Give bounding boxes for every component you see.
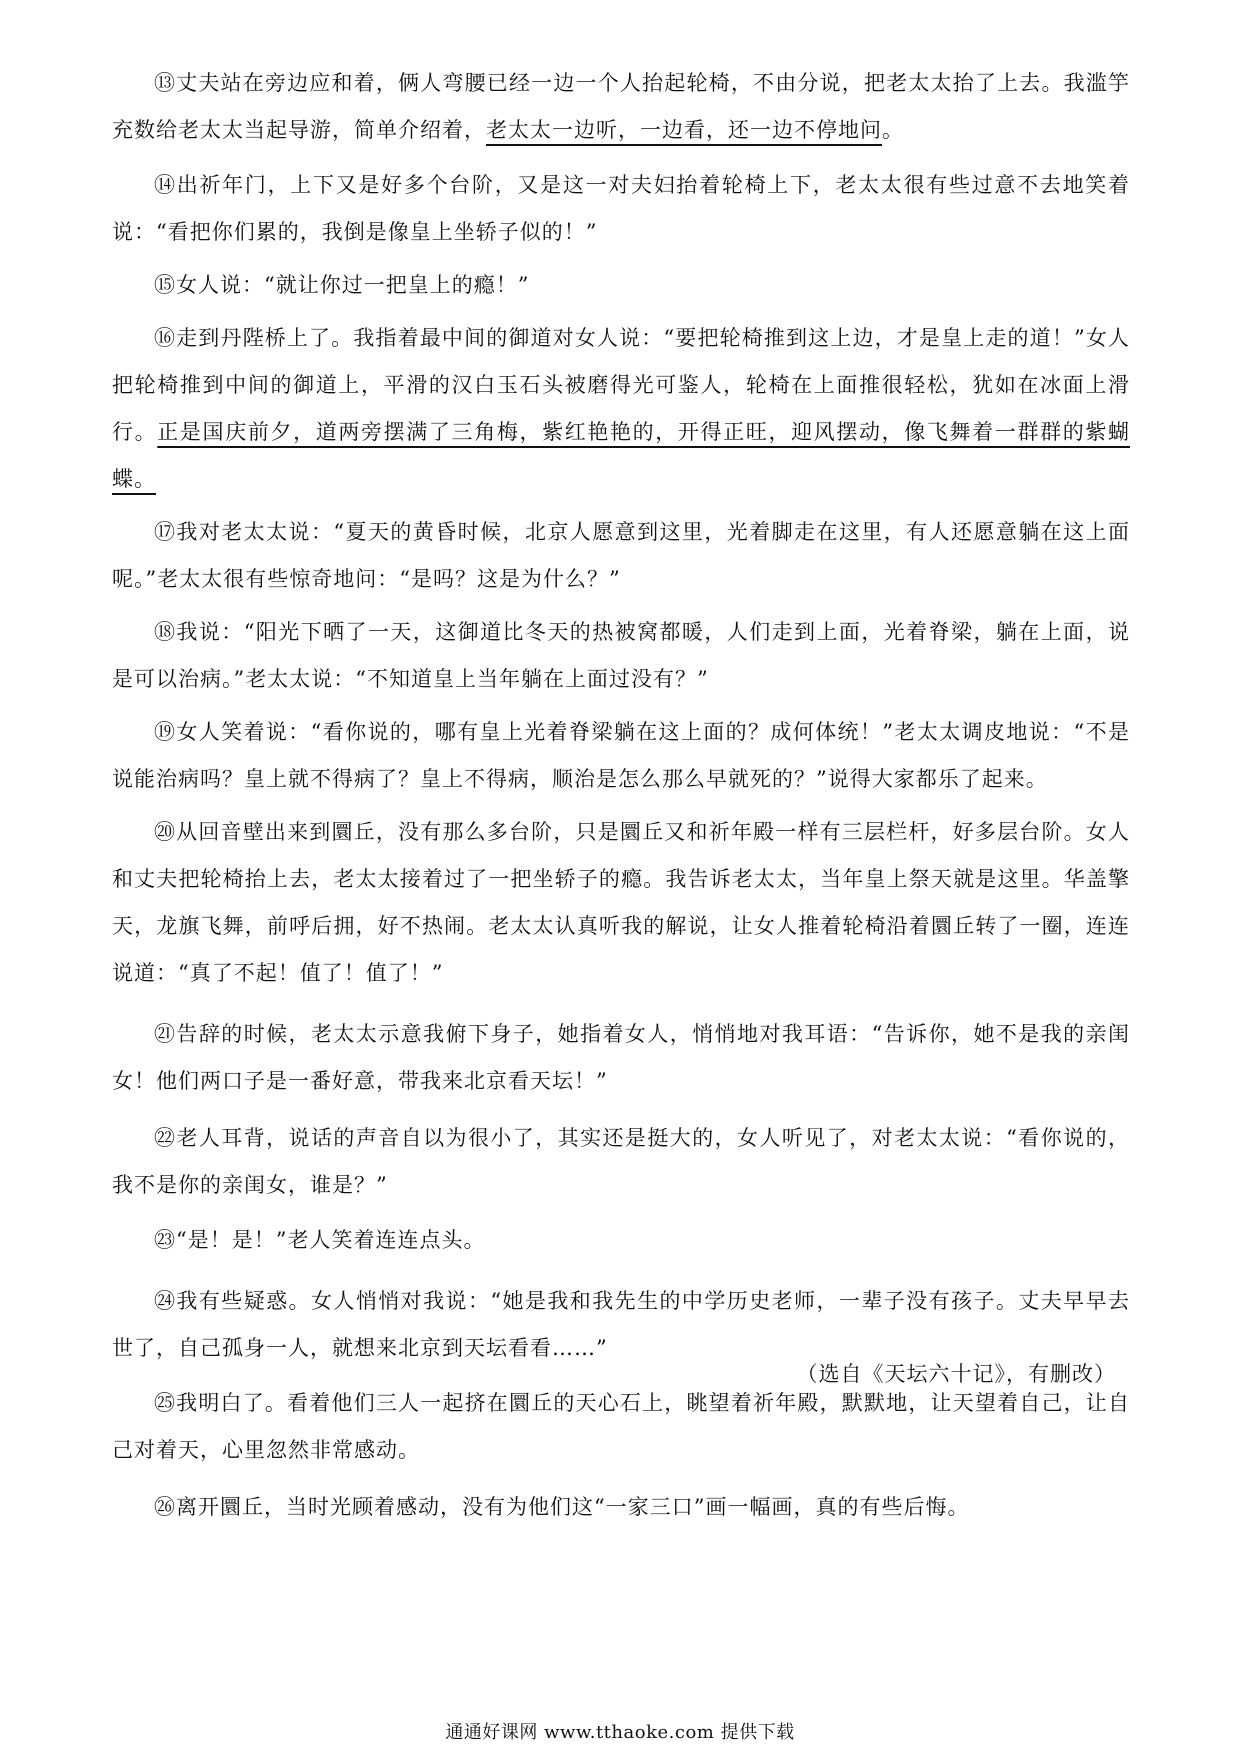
paragraph-text: ⑰我对老太太说：“夏天的黄昏时候，北京人愿意到这里，光着脚走在这里，有人还愿意躺在这上面呢。”老太太很有些惊奇地问：“是吗？这是为什么？” [112,520,1130,591]
paragraph-text: ㉓“是！是！”老人笑着连连点头。 [154,1228,486,1252]
paragraph-p26 [112,1484,1130,1531]
paragraph-text: ⑮女人说：“就让你过一把皇上的瘾！” [154,273,530,297]
paragraph-text: ㉔我有些疑惑。女人悄悄对我说：“她是我和我先生的中学历史老师，一辈子没有孩子。丈夫早早去世了，自己孤身一人，就想来北京到天坛看看……” [112,1289,1130,1360]
paragraph-text: ㉒老人耳背，说话的声音自以为很小了，其实还是挺大的，女人听见了，对老太太说：“看你说的，我不是你的亲闺女，谁是？” [112,1126,1130,1197]
paragraph-p16 [112,315,1130,503]
paragraph-text: ⑬丈夫站在旁边应和着，俩人弯腰已经一边一个人抬起轮椅，不由分说，把老太太抬了上去。我滥竽充数给老太太当起导游，简单介绍着， [112,71,1130,142]
paragraph-p19 [112,709,1130,803]
paragraph-p15 [112,262,1130,309]
paragraph-text: ⑱我说：“阳光下晒了一天，这御道比冬天的热被窝都暖，人们走到上面，光着脊梁，躺在上面，说是可以治病。”老太太说：“不知道皇上当年躺在上面过没有？” [112,620,1130,691]
paragraph-text: ⑯走到丹陛桥上了。我指着最中间的御道对女人说：“要把轮椅推到这上边，才是皇上走的道！”女人把轮椅推到中间的御道上，平滑的汉白玉石头被磨得光可鉴人，轮椅在上面推很轻松，犹如在冰面上滑行。 [112,326,1130,444]
paragraph-text: ㉑告辞的时候，老太太示意我俯下身子，她指着女人，悄悄地对我耳语：“告诉你，她不是我的亲闺女！他们两口子是一番好意，带我来北京看天坛！” [112,1022,1130,1093]
article-body [112,60,1130,1537]
paragraph-text: 。 [882,118,904,142]
paragraph-text: ⑲女人笑着说：“看你说的，哪有皇上光着脊梁躺在这上面的？成何体统！”老太太调皮地说：“不是说能治病吗？皇上就不得病了？皇上不得病，顺治是怎么那么早就死的？”说得大家都乐了起来。 [112,720,1130,791]
paragraph-p14 [112,162,1130,256]
paragraph-p23 [112,1217,1130,1264]
paragraph-p13 [112,60,1130,154]
underlined-text: 正是国庆前夕，道两旁摆满了三角梅，紫红艳艳的，开得正旺，迎风摆动，像飞舞着一群群的紫蝴蝶。 [112,420,1131,491]
source-citation: （选自《天坛六十记》，有删改） [796,1362,1116,1386]
paragraph-text: ㉕我明白了。看着他们三人一起挤在圜丘的天心石上，眺望着祈年殿，默默地，让天望着自己，让自己对着天，心里忽然非常感动。 [112,1391,1130,1462]
paragraph-p25 [112,1380,1130,1474]
paragraph-text: ⑳从回音壁出来到圜丘，没有那么多台阶，只是圜丘又和祈年殿一样有三层栏杆，好多层台阶。女人和丈夫把轮椅抬上去，老太太接着过了一把坐轿子的瘾。我告诉老太太，当年皇上祭天就是这里。华盖擎天，龙旗飞舞，前呼后拥，好不热闹。老太太认真听我的解说，让女人推着轮椅沿着圜丘转了一圈，连连说道：“真了不起！值了！值了！” [112,820,1130,985]
paragraph-p17 [112,509,1130,603]
paragraph-text: ⑭出祈年门，上下又是好多个台阶，又是这一对夫妇抬着轮椅上下，老太太很有些过意不去地笑着说：“看把你们累的，我倒是像皇上坐轿子似的！” [112,173,1130,244]
paragraph-p22 [112,1115,1130,1209]
paragraph-p20 [112,809,1130,997]
paragraph-p21 [112,1011,1130,1105]
paragraph-p18 [112,609,1130,703]
page-footer: 通通好课网 www.tthaoke.com 提供下载 [445,1722,795,1743]
underlined-text: 老太太一边听，一边看，还一边不停地问 [486,118,882,142]
paragraph-text: ㉖离开圜丘，当时光顾着感动，没有为他们这“一家三口”画一幅画，真的有些后悔。 [154,1495,970,1519]
